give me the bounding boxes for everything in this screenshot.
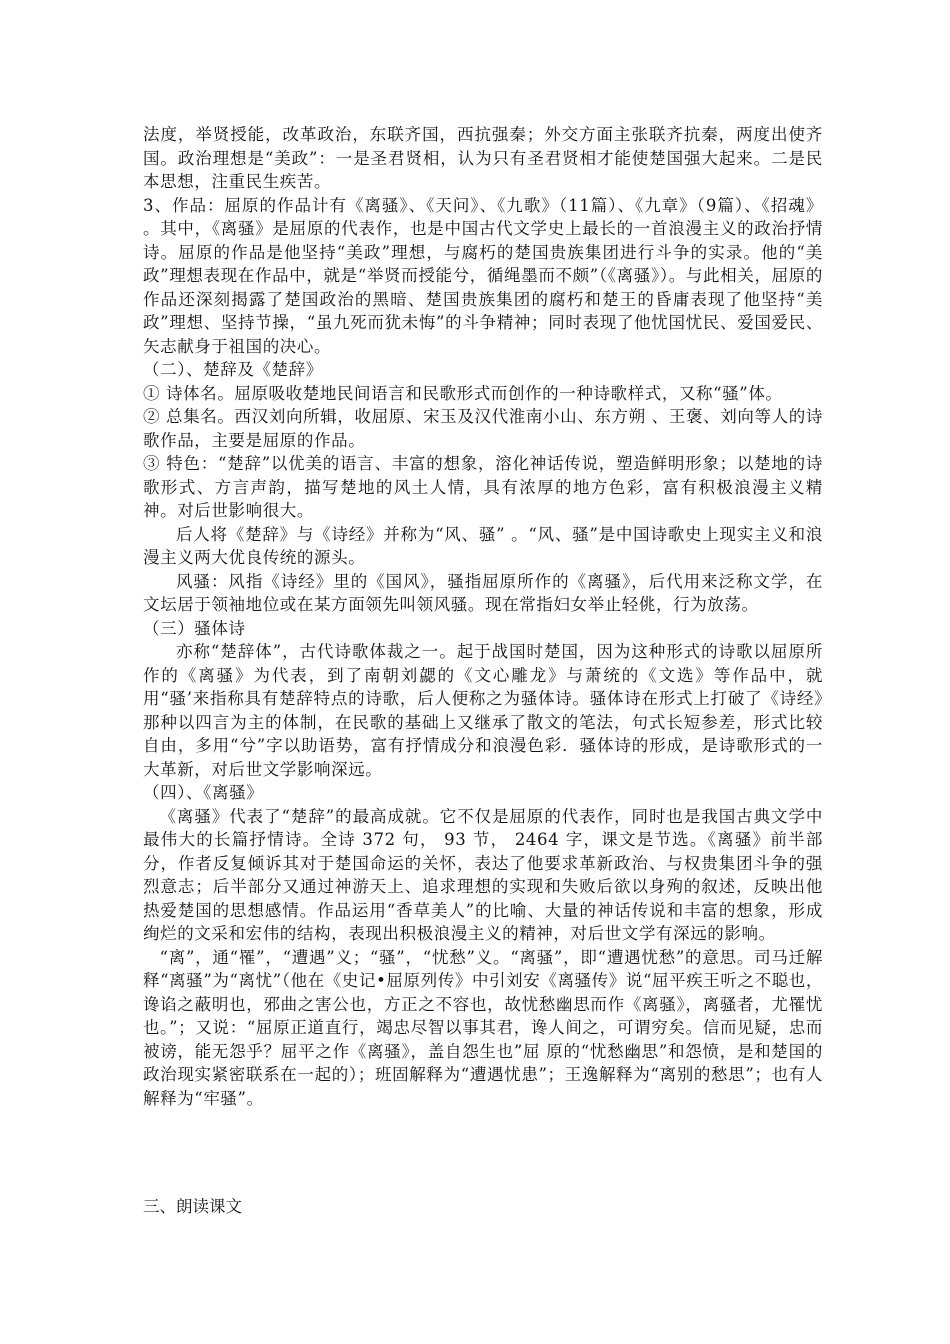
paragraph-anthology: ② 总集名。西汉刘向所辑，收屈原、宋玉及汉代淮南小山、东方朔 、王褒、刘向等人的诗歌作品，主要是屈原的作品。: [143, 407, 823, 450]
paragraph-works: 3、作品：屈原的作品计有《离骚》、《天问》、《九歌》（11篇）、《九章》（9篇）、《招魂》 。其中，《离骚》是屈原的代表作，也是中国古代文学史上最长的一首浪漫主义的政治抒情诗。屈原的作品是他坚持“美政”理想，与腐朽的楚国贵族集团进行斗争的实录。他的“美政”理想表现在作品中，就是“举贤而授能兮，循绳墨而不颇”（《离骚》）。与此相关，屈原的作品还深刻揭露了楚国政治的黑暗、楚国贵族集团的腐朽和楚王的昏庸表现了他坚持“美政”理想、坚持节操，“虽九死而犹未悔”的斗争精神；同时表现了他忧国忧民、爱国爱民、矢志献身于祖国的决心。: [143, 195, 823, 356]
heading-read-text: 三、朗读课文: [143, 1197, 242, 1216]
heading-li-sao: （四）、《离骚》: [143, 783, 264, 802]
paragraph-sao-ti-shi: 亦称“楚辞体”，古代诗歌体裁之一。起于战国时楚国，因为这种形式的诗歌以屈原所作的《离骚》为代表，到了南朝刘勰的《文心雕龙》与萧统的《文选》等作品中，就用“骚’来指称具有楚辞特点的诗歌，后人便称之为骚体诗。骚体诗在形式上打破了《诗经》那种以四言为主的体制，在民歌的基础上又继承了散文的笔法，句式长短参差，形式比较自由，多用“兮”字以助语势，富有抒情成分和浪漫色彩．骚体诗的形成，是诗歌形式的一大革新，对后世文学影响深远。: [143, 642, 823, 779]
paragraph-li-sao-achievement: 《离骚》代表了“楚辞”的最高成就。它不仅是屈原的代表作，同时也是我国古典文学中最伟大的长篇抒情诗。全诗 372 句， 93 节， 2464 字，课文是节选。《离骚》前半部分，作者反复倾诉其对于楚国命运的关怀，表达了他要求革新政治、与权贵集团斗争的强烈意志；后半部分又通过神游天上、追求理想的实现和失败后欲以身殉的叙述，反映出他热爱楚国的思想感情。作品运用“香草美人”的比喻、大量的神话传说和丰富的想象，形成绚烂的文采和宏伟的结构，表现出积极浪漫主义的精神，对后世文学有深远的影响。: [143, 806, 823, 943]
paragraph-feng-sao-definition: 风骚：风指《诗经》里的《国风》，骚指屈原所作的《离骚》，后代用来泛称文学，在文坛居于领袖地位或在某方面领先叫领风骚。现在常指妇女举止轻佻，行为放荡。: [143, 571, 823, 614]
paragraph-features: ③ 特色：“楚辞”以优美的语言、丰富的想象，溶化神话传说，塑造鲜明形象；以楚地的诗歌形式、方言声韵，描写楚地的风土人情，具有浓厚的地方色彩，富有积极浪漫主义精神。对后世影响很大。: [143, 454, 823, 520]
paragraph-li-sao-meaning: “离”，通“罹”，“遭遇”义；“骚”，“忧愁”义。“离骚”，即“遭遇忧愁”的意思。司马迁解释“离骚”为“离忧”（他在《史记•屈原列传》中引刘安《离骚传》说“屈平疾王听之不聪也， 谗谄之蔽明也，邪曲之害公也，方正之不容也，故忧愁幽思而作《离骚》，离骚者，尤罹忧也。”；又说：“屈原正道直行，竭忠尽智以事其君，谗人间之，可谓穷矣。信而见疑，忠而被谤，能无怨乎？屈平之作《离骚》，盖自怨生也”屈 原的“忧愁幽思”和怨愤，是和楚国的政治现实紧密联系在一起的）；班固解释为“遭遇忧患”；王逸解释为“离别的愁思”；也有人解释为“牢骚”。: [143, 947, 823, 1108]
document-body: [143, 123, 823, 1110]
heading-sao-ti-shi: （三）骚体诗: [143, 618, 246, 638]
paragraph-poetic-form: ① 诗体名。屈原吸收楚地民间语言和民歌形式而创作的一种诗歌样式，又称“骚”体。: [143, 383, 783, 403]
paragraph-feng-sao: 后人将《楚辞》与《诗经》并称为“风、骚” 。“风、骚”是中国诗歌史上现实主义和浪漫主义两大优良传统的源头。: [143, 524, 823, 567]
heading-chuci: （二）、楚辞及《楚辞》: [143, 360, 323, 379]
paragraph-qu-yuan-politics: 法度，举贤授能，改革政治，东联齐国，西抗强秦；外交方面主张联齐抗秦，两度出使齐国。政治理想是“美政”：一是圣君贤相，认为只有圣君贤相才能使楚国强大起来。二是民本思想，注重民生疾苦。: [143, 125, 823, 191]
